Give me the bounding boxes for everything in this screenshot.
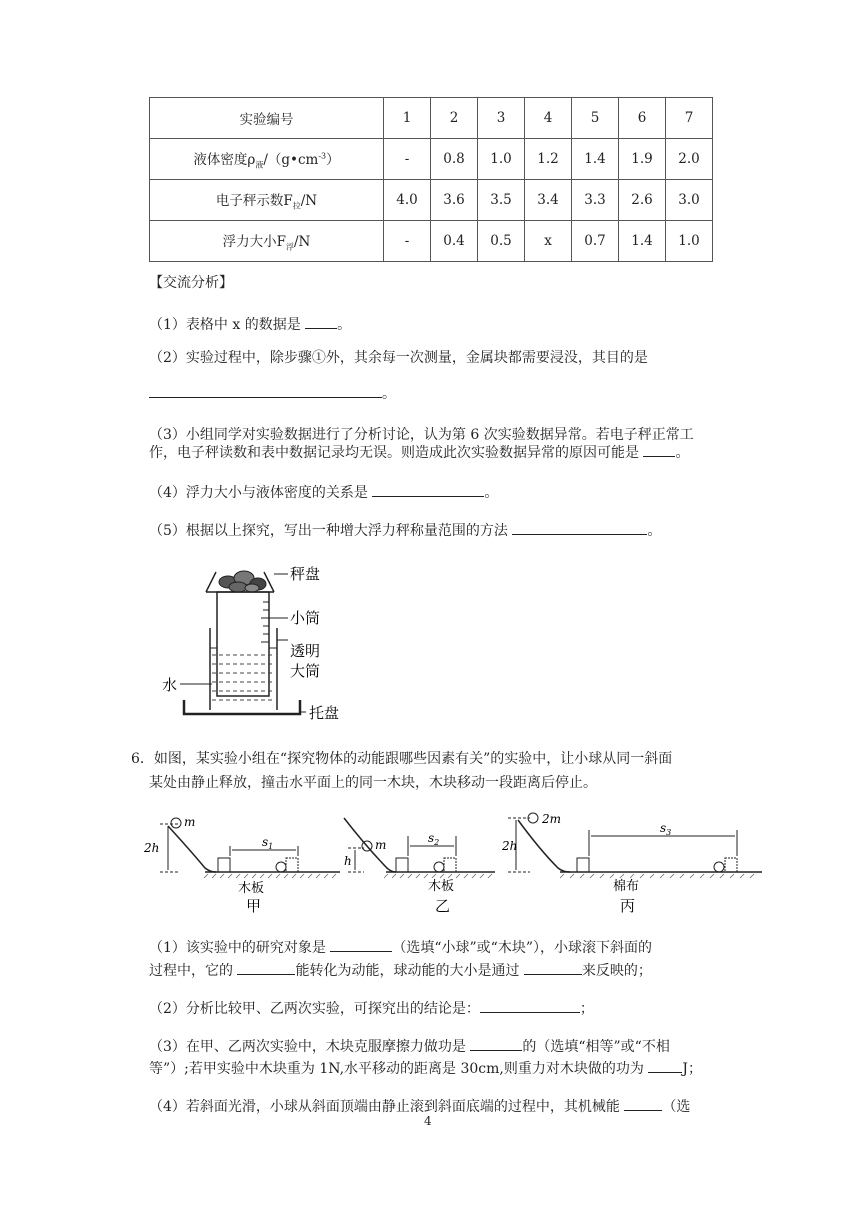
table-cell: 2	[431, 98, 478, 139]
q6-part-1-line-2: 过程中，它的 能转化为动能，球动能的大小是通过 来反映的；	[149, 960, 652, 981]
row-label: 浮力大小$F_浮/N$	[150, 221, 384, 262]
experiment-table	[149, 97, 713, 262]
height-label: 2h	[144, 841, 160, 855]
height-label: h	[344, 854, 352, 868]
height-label: 2h	[502, 839, 518, 853]
buoyancy-scale-figure	[160, 560, 360, 725]
table-cell: 5	[572, 98, 619, 139]
question-3-line-1: （3）小组同学对实验数据进行了分析讨论，认为第 6 次实验数据异常。若电子秤正常工	[149, 427, 694, 443]
distance-label: $s_1$	[262, 835, 274, 851]
answer-blank[interactable]	[624, 1096, 662, 1111]
answer-blank[interactable]	[330, 937, 392, 952]
question-6-line-2: 某处由静止释放，撞击水平面上的同一木块，木块移动一段距离后停止。	[149, 775, 597, 791]
table-cell: 1.2	[525, 139, 572, 180]
table-cell: 0.4	[431, 221, 478, 262]
q6-part-3-line-1: （3）在甲、乙两次实验中，木块克服摩擦力做功是 的（选填“相等”或“不相	[149, 1036, 670, 1057]
label-pan: 秤盘	[290, 565, 321, 583]
analysis-heading: 【交流分析】	[149, 275, 233, 291]
table-cell: 3.5	[478, 180, 525, 221]
label-small-tube: 小筒	[290, 609, 321, 627]
question-6-line-1: 6．如图，某实验小组在“探究物体的动能跟哪些因素有关”的实验中，让小球从同一斜面	[131, 751, 673, 767]
table-cell: -	[384, 139, 431, 180]
table-cell: 7	[666, 98, 713, 139]
table-cell: 6	[619, 98, 666, 139]
table-cell: 3.0	[666, 180, 713, 221]
table-cell: 1.9	[619, 139, 666, 180]
question-4: （4）浮力大小与液体密度的关系是 。	[149, 482, 498, 503]
stones-icon	[219, 571, 266, 592]
table-cell: 3.3	[572, 180, 619, 221]
q6-part-3-line-2: 等”）;若甲实验中木块重为 1N,水平移动的距离是 30cm,则重力对木块做的功为 J；	[149, 1058, 702, 1079]
q6-part-4: （4）若斜面光滑，小球从斜面顶端由静止滚到斜面底端的过程中，其机械能 （选	[149, 1096, 690, 1117]
question-2: （2）实验过程中，除步骤①外，其余每一次测量，金属块都需要浸没，其目的是	[149, 350, 648, 366]
label-transparent: 透明	[290, 642, 321, 660]
table-cell: x	[525, 221, 572, 262]
table-cell: 3.4	[525, 180, 572, 221]
table-cell: 2.0	[666, 139, 713, 180]
answer-blank[interactable]	[305, 314, 337, 329]
figure-name: 乙	[435, 897, 451, 915]
table-cell: -	[384, 221, 431, 262]
answer-blank[interactable]	[524, 960, 582, 975]
row-label: 电子秤示数$F_拉/N$	[150, 180, 384, 221]
mass-label: 2m	[542, 812, 562, 826]
page-number: 4	[424, 1114, 432, 1128]
question-5: （5）根据以上探究，写出一种增大浮力秤称量范围的方法 。	[149, 520, 661, 541]
label-water: 水	[162, 676, 178, 694]
table-row	[150, 180, 713, 221]
distance-label: $s_2$	[428, 831, 440, 847]
table-cell: 1	[384, 98, 431, 139]
table-cell: 1.0	[666, 221, 713, 262]
table-cell: 4.0	[384, 180, 431, 221]
distance-label: $s_3$	[660, 821, 672, 837]
table-cell: 1.4	[619, 221, 666, 262]
kinetic-energy-figures	[144, 810, 770, 920]
answer-blank[interactable]	[648, 1058, 682, 1073]
table-cell: 3.6	[431, 180, 478, 221]
table-row	[150, 221, 713, 262]
label-tray: 托盘	[309, 704, 340, 722]
row-label: 液体密度$\rho_液/(g•cm^{-3})$	[150, 139, 384, 180]
figure-name: 丙	[620, 897, 636, 915]
table-cell: 2.6	[619, 180, 666, 221]
figure-bing	[501, 812, 762, 915]
table-cell: 3	[478, 98, 525, 139]
table-cell: 1.4	[572, 139, 619, 180]
answer-blank[interactable]	[480, 998, 580, 1013]
q6-part-1-line-1: （1）该实验中的研究对象是 （选填“小球”或“木块”），小球滚下斜面的	[149, 937, 652, 958]
table-cell: 0.5	[478, 221, 525, 262]
figure-yi	[344, 818, 495, 915]
answer-blank[interactable]	[643, 442, 675, 457]
surface-label: 木板	[428, 879, 455, 894]
figure-jia	[143, 815, 340, 915]
table-cell: 0.8	[431, 139, 478, 180]
question-2-answer: 。	[149, 383, 396, 404]
label-big-tube: 大筒	[290, 662, 321, 680]
mass-label: m	[375, 838, 387, 852]
surface-label: 木板	[238, 881, 265, 896]
table-row	[150, 139, 713, 180]
table-header-row	[150, 98, 713, 139]
mass-label: m	[184, 815, 196, 829]
question-3-line-2: 作，电子秤读数和表中数据记录均无误。则造成此次实验数据异常的原因可能是 。	[149, 442, 689, 463]
answer-blank[interactable]	[237, 960, 295, 975]
table-cell: 1.0	[478, 139, 525, 180]
q6-part-2: （2）分析比较甲、乙两次实验，可探究出的结论是： ；	[149, 998, 594, 1019]
answer-blank[interactable]	[512, 520, 647, 535]
table-header-label: 实验编号	[150, 98, 384, 139]
answer-blank[interactable]	[470, 1036, 522, 1051]
question-1: （1）表格中 x 的数据是 。	[149, 314, 351, 335]
table-cell: 4	[525, 98, 572, 139]
table-cell: 0.7	[572, 221, 619, 262]
figure-name: 甲	[246, 897, 262, 915]
answer-blank[interactable]	[149, 383, 382, 398]
answer-blank[interactable]	[372, 482, 484, 497]
surface-label: 棉布	[613, 879, 640, 894]
